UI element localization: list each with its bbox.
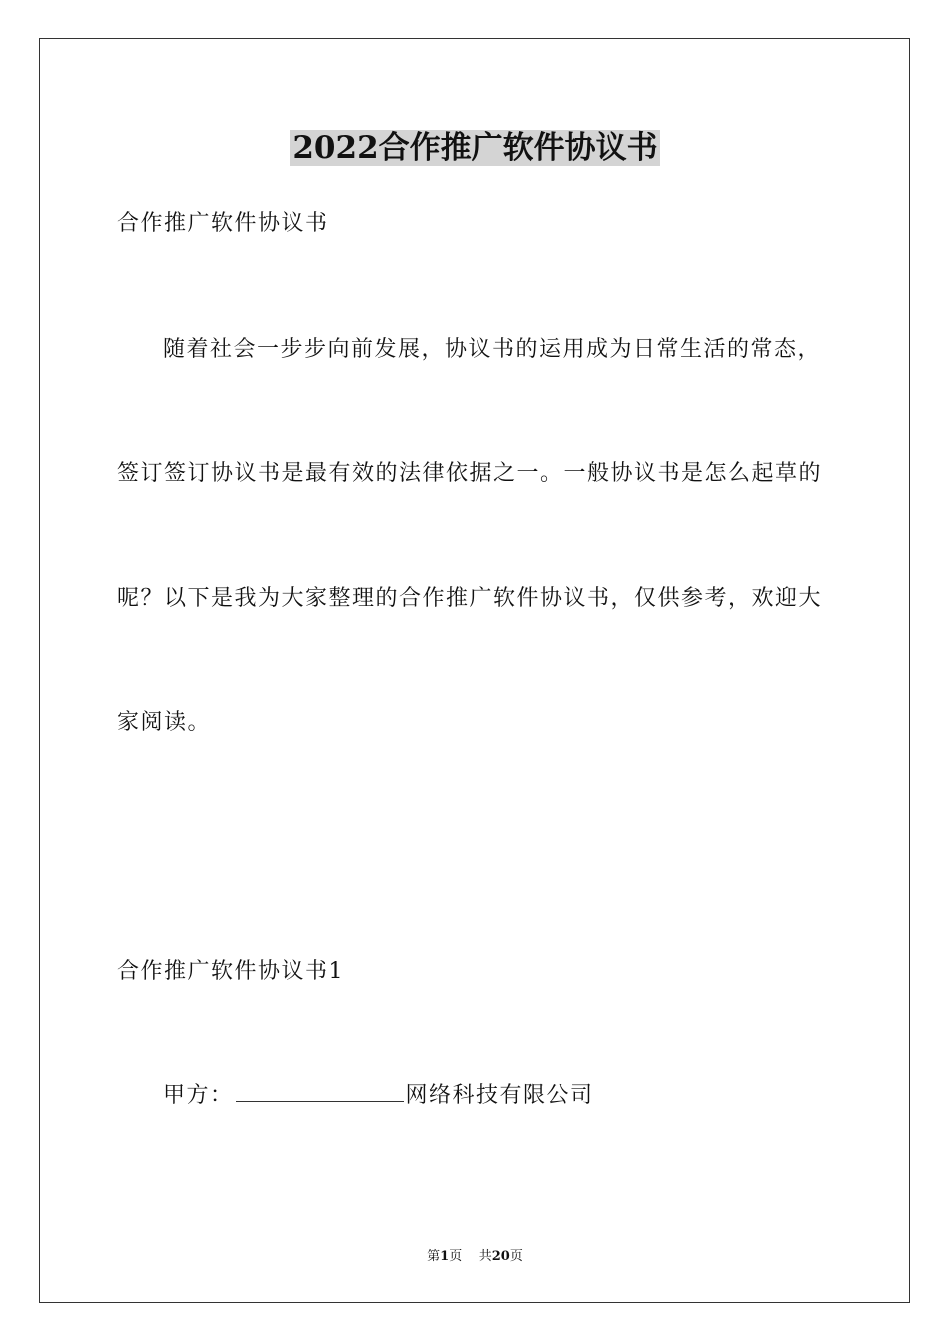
party-a-label: 甲方：	[163, 1083, 234, 1108]
paragraph-line-2: 签订签订协议书是最有效的法律依据之一。一般协议书是怎么起草的	[117, 461, 823, 486]
document-title	[0, 128, 950, 168]
paragraph-line-4: 家阅读。	[117, 710, 212, 735]
footer-page-suffix: 页	[449, 1249, 463, 1264]
page-footer	[0, 1248, 950, 1266]
footer-page-number: 1	[440, 1249, 450, 1264]
paragraph-line-1: 随着社会一步步向前发展，协议书的运用成为日常生活的常态，	[163, 337, 822, 362]
party-a-line	[163, 1081, 594, 1111]
footer-total-prefix: 共	[478, 1249, 492, 1264]
party-a-blank	[236, 1081, 404, 1102]
document-subtitle: 合作推广软件协议书	[117, 211, 329, 236]
paragraph-line-3: 呢？以下是我为大家整理的合作推广软件协议书，仅供参考，欢迎大	[117, 586, 823, 611]
footer-total-pages: 20	[491, 1249, 510, 1264]
footer-page-prefix: 第	[427, 1249, 441, 1264]
document-title-text: 2022合作推广软件协议书	[292, 130, 658, 166]
party-a-name: 网络科技有限公司	[405, 1083, 594, 1108]
footer-total-suffix: 页	[509, 1249, 523, 1264]
section-heading: 合作推广软件协议书1	[117, 959, 344, 984]
